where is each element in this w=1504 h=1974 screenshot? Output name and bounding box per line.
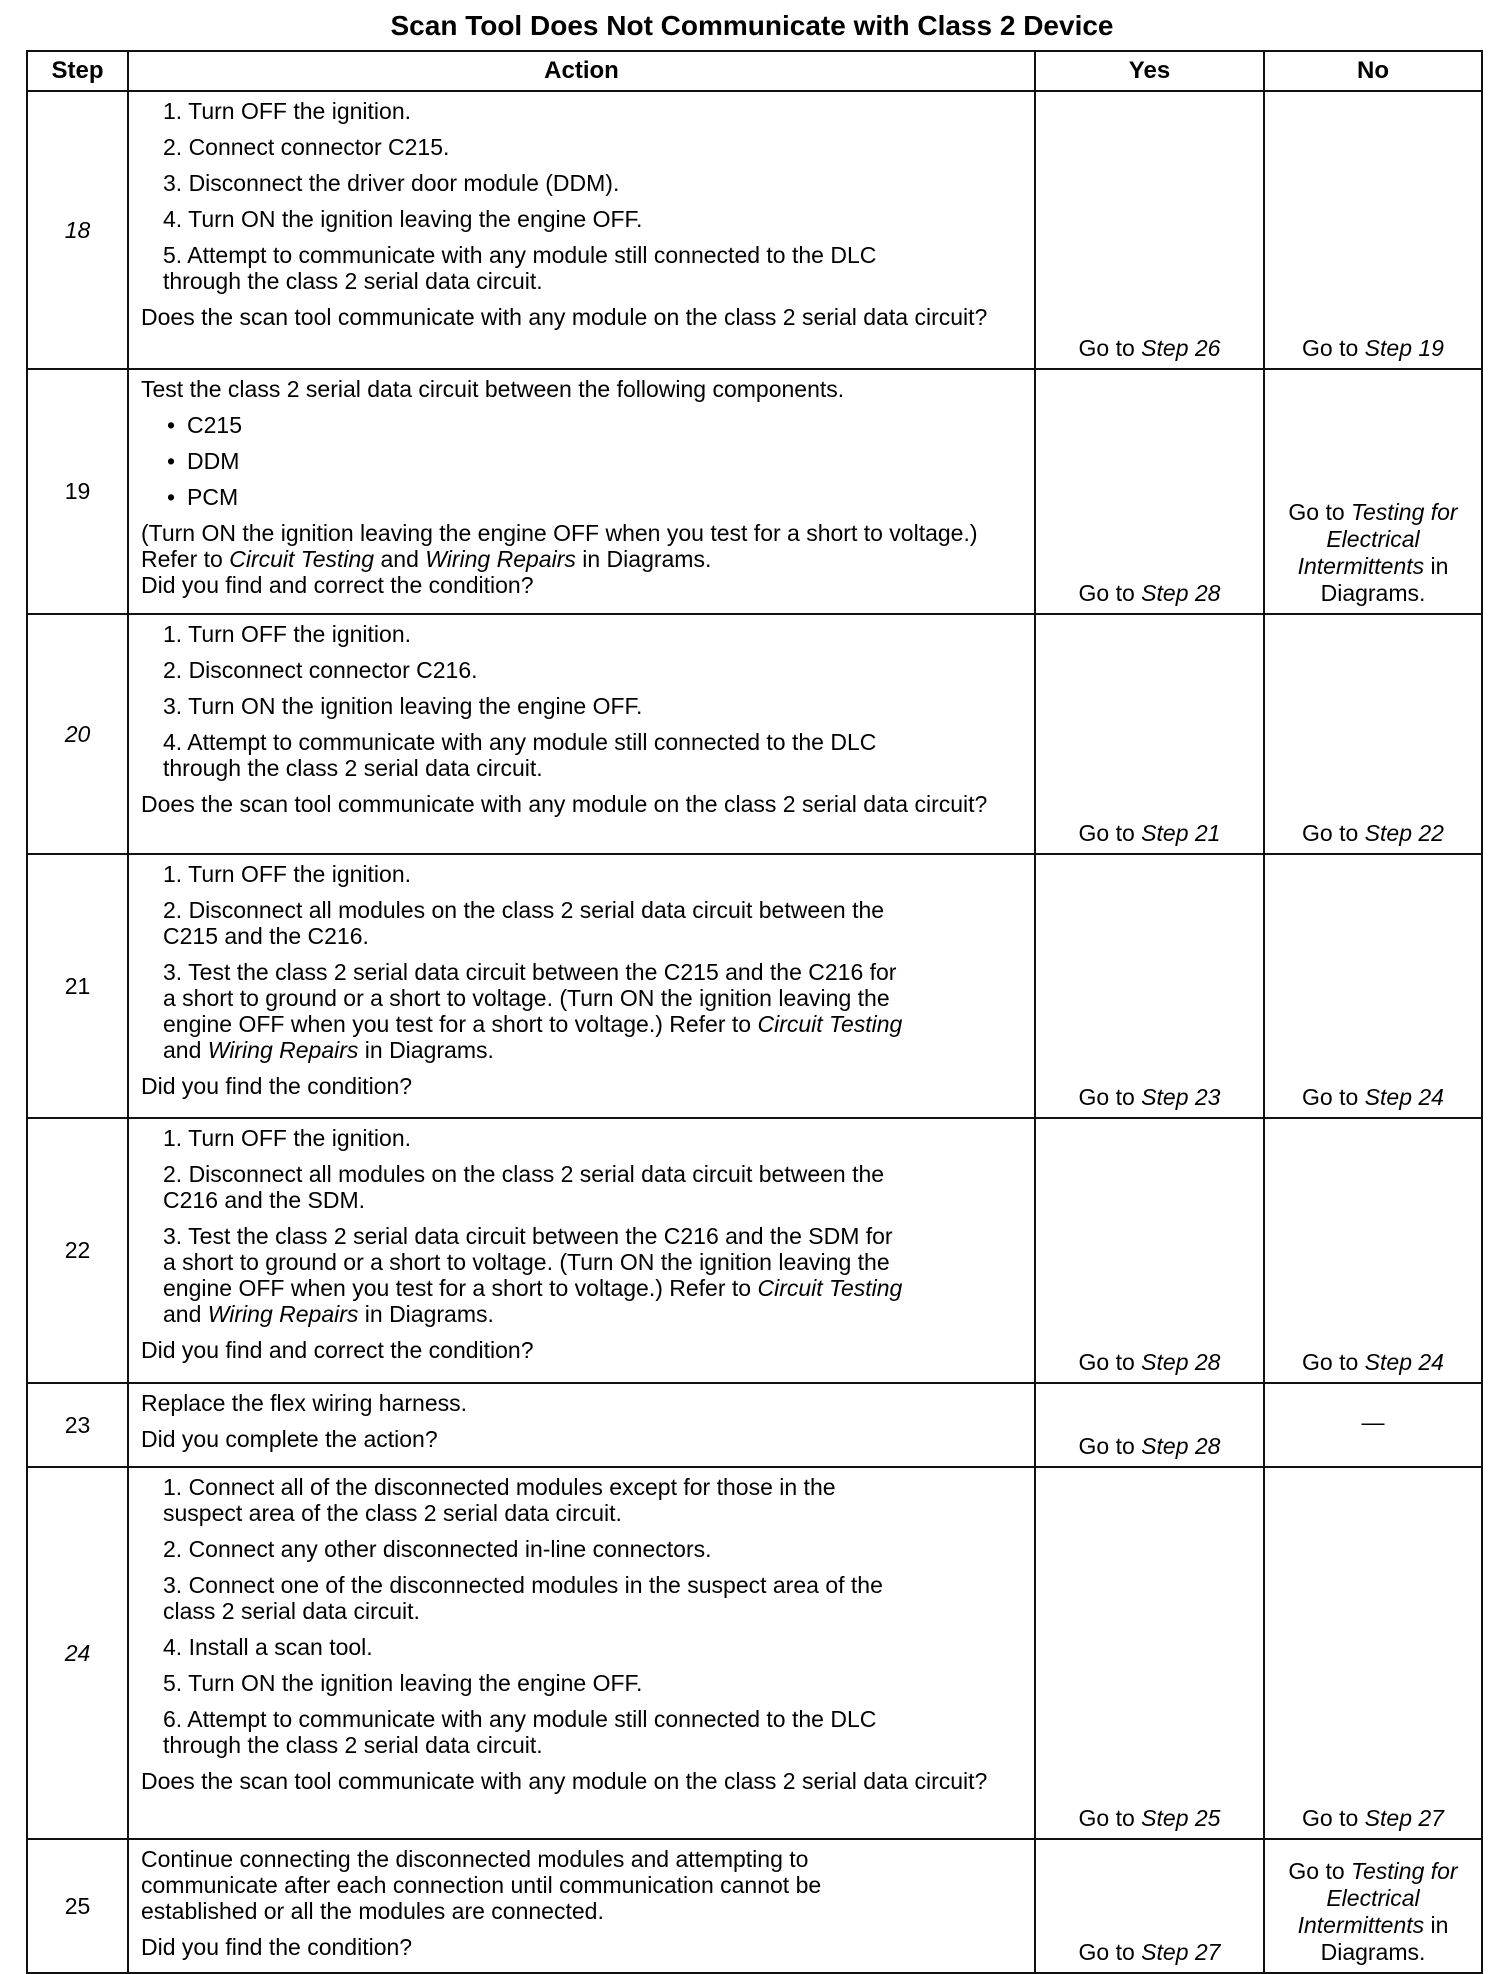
header-no: No <box>1264 51 1482 91</box>
no-step-link: Step 27 <box>1364 1805 1444 1831</box>
no-step-link: Step 22 <box>1364 820 1444 846</box>
diagnostic-table <box>26 50 1483 1974</box>
step-number: 23 <box>27 1383 128 1467</box>
go-to-text: Go to <box>1078 1433 1135 1459</box>
header-row <box>27 51 1482 91</box>
action-item: 5. Turn ON the ignition leaving the engine OFF. <box>163 1670 643 1696</box>
yes-cell <box>1035 1467 1264 1839</box>
yes-step-link: Step 21 <box>1141 820 1221 846</box>
action-item: 4. Install a scan tool. <box>163 1634 373 1660</box>
action-item: 3. Connect one of the disconnected modules in the suspect area of the class 2 serial data circuit. <box>163 1572 883 1624</box>
go-to-text: Go to <box>1078 335 1135 361</box>
yes-step-link: Step 23 <box>1141 1084 1221 1110</box>
header-yes: Yes <box>1035 51 1264 91</box>
action-question: Did you find the condition? <box>141 1073 413 1099</box>
action-question: Did you find and correct the condition? <box>141 1337 534 1363</box>
no-cell <box>1264 91 1482 369</box>
action-cell <box>128 614 1035 854</box>
go-to-text: Go to <box>1302 1084 1359 1110</box>
action-question: Did you find and correct the condition? <box>141 572 534 598</box>
go-to-text: Go to <box>1078 820 1135 846</box>
table-row <box>27 91 1482 369</box>
go-to-text: Go to <box>1078 580 1135 606</box>
component-name: PCM <box>187 484 239 510</box>
yes-step-link: Step 28 <box>1141 1433 1221 1459</box>
action-item: 4. Turn ON the ignition leaving the engine OFF. <box>163 206 643 232</box>
table-row <box>27 1118 1482 1383</box>
ref-electrical-intermittents: Testing for Electrical Intermittents <box>1297 1858 1458 1938</box>
yes-cell <box>1035 1839 1264 1973</box>
no-dash: — <box>1361 1408 1385 1435</box>
action-item: 2. Connect connector C215. <box>163 134 450 160</box>
action-item: 1. Turn OFF the ignition. <box>163 98 412 124</box>
list-item: • C215 <box>167 412 242 438</box>
action-question: Did you complete the action? <box>141 1426 438 1452</box>
go-to-text: Go to <box>1302 1349 1359 1375</box>
yes-step-link: Step 26 <box>1141 335 1221 361</box>
step-number: 18 <box>27 91 128 369</box>
go-to-text: Go to <box>1078 1349 1135 1375</box>
action-item: 3. Test the class 2 serial data circuit between the C215 and the C216 for a short to ground or a short to voltage. (Turn ON the ignition leaving the engine OFF when you test for a short to voltage.) Refer to Circuit Testing and Wiring Repairs in Diagrams. <box>163 959 903 1063</box>
action-intro: Test the class 2 serial data circuit between the following components. <box>141 376 845 402</box>
action-cell <box>128 1839 1035 1973</box>
component-list <box>141 412 1024 510</box>
list-item: • DDM <box>167 448 240 474</box>
action-note: (Turn ON the ignition leaving the engine OFF when you test for a short to voltage.) Refer to Circuit Testing and Wiring Repairs in Diagrams. <box>141 520 978 572</box>
action-item: 5. Attempt to communicate with any module still connected to the DLC through the class 2 serial data circuit. <box>163 242 877 294</box>
action-item: Replace the flex wiring harness. <box>141 1390 467 1416</box>
go-to-text: Go to <box>1078 1805 1135 1831</box>
table-row <box>27 1467 1482 1839</box>
no-step-link: Step 19 <box>1364 335 1444 361</box>
ref-electrical-intermittents: Testing for Electrical Intermittents <box>1297 499 1458 579</box>
action-item: 4. Attempt to communicate with any module still connected to the DLC through the class 2 serial data circuit. <box>163 729 877 781</box>
step-number: 25 <box>27 1839 128 1973</box>
action-item: 2. Disconnect all modules on the class 2 serial data circuit between the C216 and the SDM. <box>163 1161 885 1213</box>
no-step-link: Step 24 <box>1364 1084 1444 1110</box>
no-cell <box>1264 1467 1482 1839</box>
action-question: Did you find the condition? <box>141 1934 413 1960</box>
action-question: Does the scan tool communicate with any module on the class 2 serial data circuit? <box>141 304 988 330</box>
header-step: Step <box>27 51 128 91</box>
action-item: 3. Test the class 2 serial data circuit between the C216 and the SDM for a short to ground or a short to voltage. (Turn ON the ignition leaving the engine OFF when you test for a short to voltage.) Refer to Circuit Testing and Wiring Repairs in Diagrams. <box>163 1223 903 1327</box>
step-number: 19 <box>27 369 128 614</box>
action-item: 1. Turn OFF the ignition. <box>163 861 412 887</box>
action-cell <box>128 91 1035 369</box>
component-name: DDM <box>187 448 240 474</box>
yes-step-link: Step 25 <box>1141 1805 1221 1831</box>
action-item: 1. Turn OFF the ignition. <box>163 1125 412 1151</box>
yes-step-link: Step 28 <box>1141 580 1221 606</box>
action-cell <box>128 1467 1035 1839</box>
action-cell <box>128 1118 1035 1383</box>
page-title: Scan Tool Does Not Communicate with Class 2 Device <box>390 10 1114 41</box>
table-row <box>27 369 1482 614</box>
yes-cell <box>1035 91 1264 369</box>
no-cell: Go to Testing for Electrical Intermittents in Diagrams. <box>1264 369 1482 614</box>
go-to-text: Go to <box>1078 1939 1135 1965</box>
ref-wiring-repairs: Wiring Repairs <box>425 546 576 572</box>
step-number: 24 <box>27 1467 128 1839</box>
ref-wiring-repairs: Wiring Repairs <box>207 1037 359 1063</box>
yes-cell <box>1035 614 1264 854</box>
action-item: 1. Turn OFF the ignition. <box>163 621 412 647</box>
ref-circuit-testing: Circuit Testing <box>229 546 375 572</box>
yes-cell <box>1035 854 1264 1118</box>
step-number: 22 <box>27 1118 128 1383</box>
table-row <box>27 1839 1482 1973</box>
action-cell <box>128 369 1035 614</box>
component-name: C215 <box>187 412 242 438</box>
action-item: 3. Turn ON the ignition leaving the engine OFF. <box>163 693 643 719</box>
action-question: Does the scan tool communicate with any module on the class 2 serial data circuit? <box>141 1768 988 1794</box>
action-item: 2. Disconnect connector C216. <box>163 657 478 683</box>
go-to-text: Go to <box>1302 1805 1359 1831</box>
no-cell <box>1264 1383 1482 1467</box>
list-item: • PCM <box>167 484 239 510</box>
action-item: Continue connecting the disconnected modules and attempting to communicate after each connection until communication cannot be established or all the modules are connected. <box>141 1846 822 1924</box>
yes-cell <box>1035 1383 1264 1467</box>
no-cell <box>1264 614 1482 854</box>
header-action: Action <box>128 51 1035 91</box>
yes-cell <box>1035 369 1264 614</box>
go-to-text: Go to <box>1078 1084 1135 1110</box>
no-cell <box>1264 854 1482 1118</box>
no-cell <box>1264 1118 1482 1383</box>
table-row <box>27 1383 1482 1467</box>
action-cell <box>128 1383 1035 1467</box>
action-question: Does the scan tool communicate with any module on the class 2 serial data circuit? <box>141 791 988 817</box>
ref-circuit-testing: Circuit Testing <box>757 1011 903 1037</box>
go-to-text: Go to <box>1302 820 1359 846</box>
step-number: 21 <box>27 854 128 1118</box>
ref-wiring-repairs: Wiring Repairs <box>207 1301 359 1327</box>
ref-circuit-testing: Circuit Testing <box>757 1275 903 1301</box>
table-row <box>27 614 1482 854</box>
step-number: 20 <box>27 614 128 854</box>
go-to-text: Go to <box>1302 335 1359 361</box>
action-item: 1. Connect all of the disconnected modules except for those in the suspect area of the class 2 serial data circuit. <box>163 1474 836 1526</box>
yes-step-link: Step 27 <box>1141 1939 1221 1965</box>
no-cell: Go to Testing for Electrical Intermittents in Diagrams. <box>1264 1839 1482 1973</box>
action-item: 2. Connect any other disconnected in-line connectors. <box>163 1536 712 1562</box>
action-item: 3. Disconnect the driver door module (DDM). <box>163 170 620 196</box>
table-row <box>27 854 1482 1118</box>
no-step-link: Step 24 <box>1364 1349 1444 1375</box>
action-item: 6. Attempt to communicate with any module still connected to the DLC through the class 2 serial data circuit. <box>163 1706 877 1758</box>
action-cell <box>128 854 1035 1118</box>
yes-step-link: Step 28 <box>1141 1349 1221 1375</box>
action-item: 2. Disconnect all modules on the class 2 serial data circuit between the C215 and the C216. <box>163 897 885 949</box>
yes-cell <box>1035 1118 1264 1383</box>
